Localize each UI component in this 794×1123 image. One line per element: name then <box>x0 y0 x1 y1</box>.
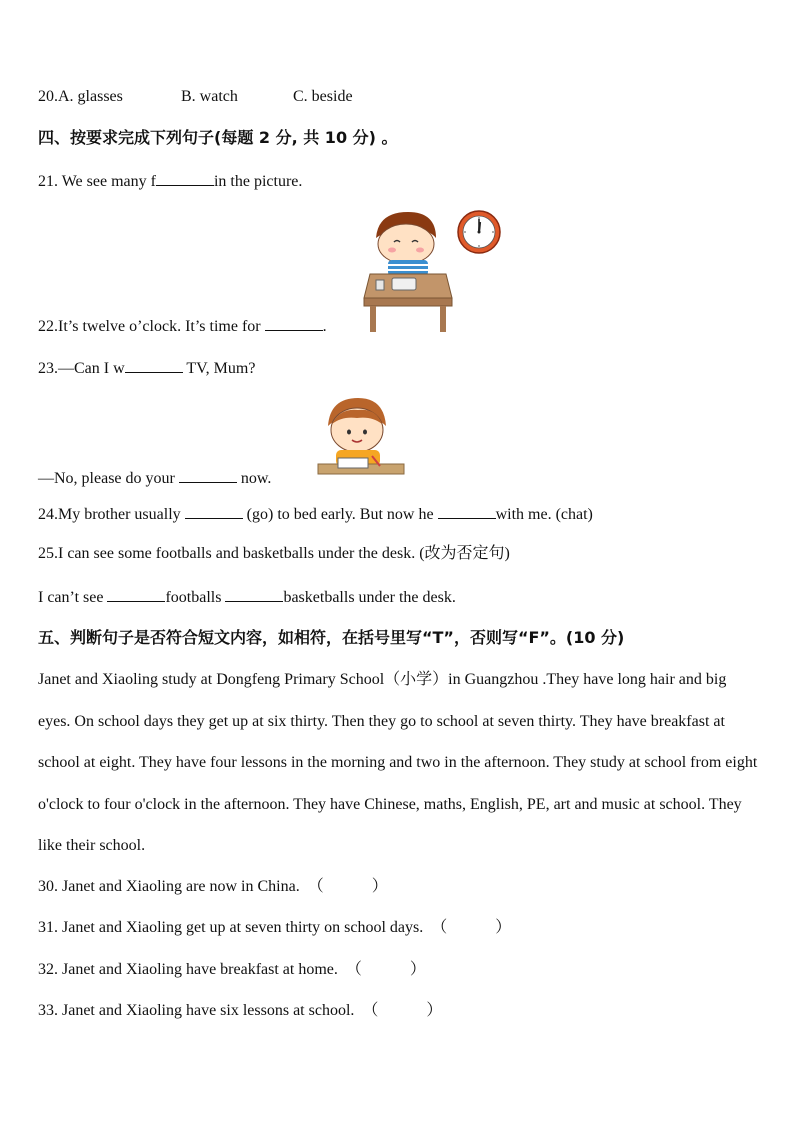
boy-eating-icon <box>362 208 454 339</box>
answer-blank <box>265 315 323 331</box>
question-21: 21. We see many f in the picture. <box>38 170 302 192</box>
answer-blank <box>225 586 283 602</box>
answer-bracket[interactable]: （ ） <box>345 961 426 978</box>
answer-blank <box>156 170 214 186</box>
option-c: C. beside <box>293 88 353 105</box>
answer-blank <box>438 503 496 519</box>
answer-blank <box>125 357 183 373</box>
answer-bracket[interactable]: （ ） <box>362 1002 443 1019</box>
boy-writing-icon <box>316 394 406 487</box>
judgment-30: 30. Janet and Xiaoling are now in China. （ ） <box>38 878 388 895</box>
answer-bracket[interactable]: （ ） <box>307 878 388 895</box>
section-4-title: 四、按要求完成下列句子(每题 2 分, 共 10 分) 。 <box>38 128 398 147</box>
judgment-32: 32. Janet and Xiaoling have breakfast at home. （ ） <box>38 961 426 978</box>
reading-passage: Janet and Xiaoling study at Dongfeng Primary School（小学）in Guangzhou .They have long hair and big eyes. On school days they get up at six thirty. Then they go to school at seven thirty. They have breakfast at school at eight. They have four lessons in the morning and two in the afternoon. They study at school from eight o'clock to four o'clock in the afternoon. They have Chinese, maths, English, PE, art and music at school. They like their school. <box>38 671 758 854</box>
section-5-title: 五、判断句子是否符合短文内容，如相符，在括号里写“T”，否则写“F”。(10 分) <box>38 628 625 647</box>
option-b: B. watch <box>181 88 238 105</box>
answer-blank <box>107 586 165 602</box>
question-25-answer: I can’t see footballs basketballs under the desk. <box>38 586 456 608</box>
question-20: 20.A. glasses B. watch C. beside <box>38 88 353 105</box>
question-22: 22.It’s twelve o’clock. It’s time for . <box>38 315 327 337</box>
answer-blank <box>185 503 243 519</box>
judgment-31: 31. Janet and Xiaoling get up at seven thirty on school days. （ ） <box>38 919 512 936</box>
judgment-33: 33. Janet and Xiaoling have six lessons at school. （ ） <box>38 1002 443 1019</box>
answer-bracket[interactable]: （ ） <box>431 919 512 936</box>
option-a: A. glasses <box>58 88 123 105</box>
answer-blank <box>179 467 237 483</box>
clock-icon <box>456 209 502 260</box>
question-25: 25.I can see some footballs and basketballs under the desk. (改为否定句) <box>38 545 510 562</box>
question-23-line1: 23.—Can I w TV, Mum? <box>38 357 255 379</box>
question-24: 24.My brother usually (go) to bed early. But now he with me. (chat) <box>38 503 593 525</box>
question-23-line2: —No, please do your now. <box>38 467 271 489</box>
